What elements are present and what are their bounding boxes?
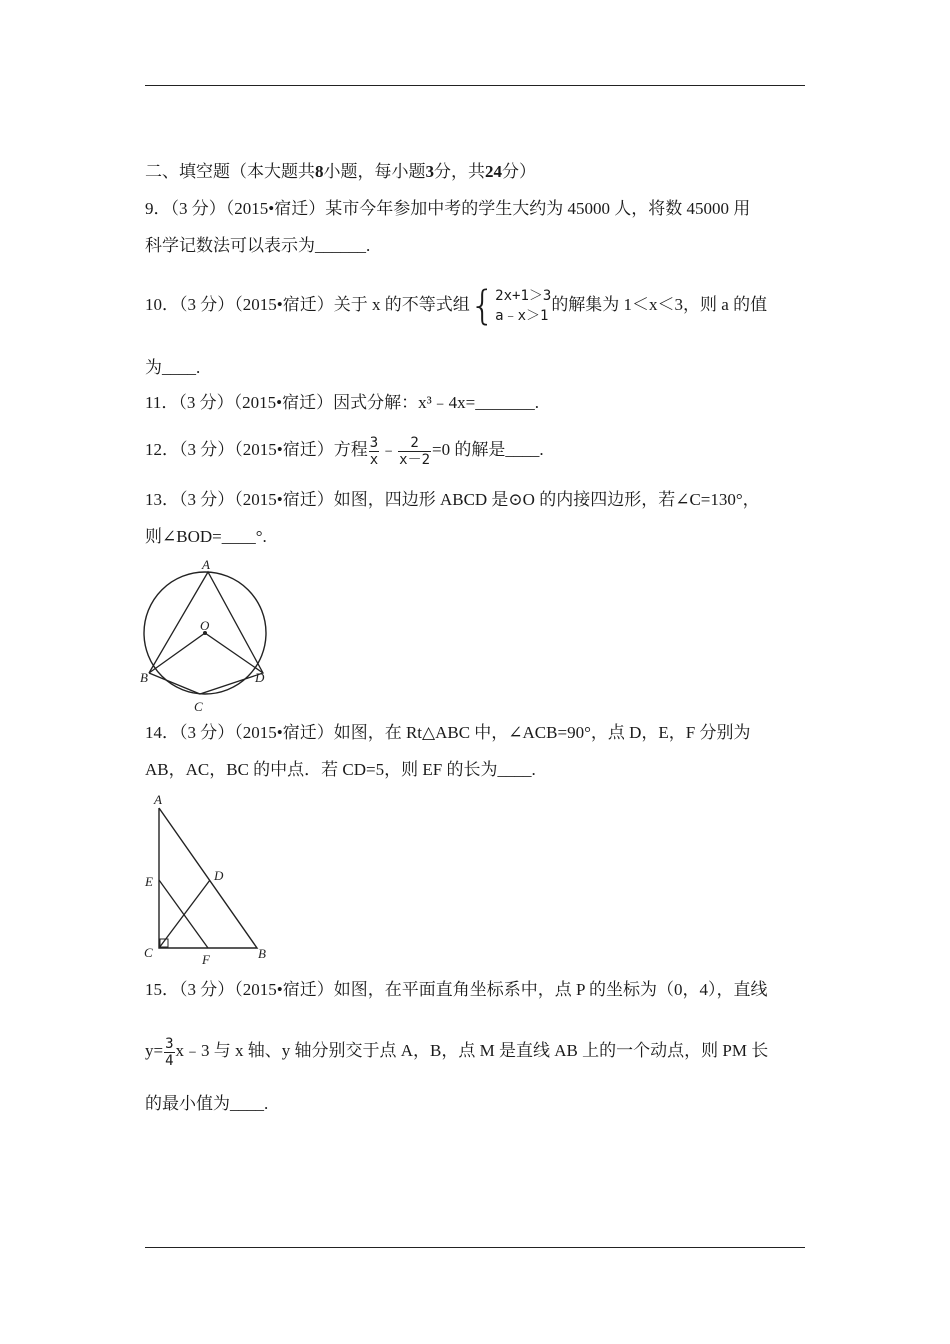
angle-bod (149, 633, 263, 673)
q13-line2: 则∠BOD=____°. (145, 527, 267, 546)
q10-post: 的解集为 1＜x＜3，则 a 的值 (551, 295, 768, 314)
section-suffix: 分） (502, 162, 536, 181)
q12-post: =0 的解是____. (432, 440, 544, 459)
q12-f2-num: 2 (398, 435, 431, 452)
q12-fraction-1 (369, 435, 379, 468)
section-mid2: 分，共 (434, 162, 485, 181)
top-rule (145, 85, 805, 86)
brace-icon: { (469, 283, 496, 330)
q9-line2: 科学记数法可以表示为______. (145, 236, 371, 255)
label-d: D (214, 868, 224, 883)
q12-f1-num: 3 (369, 434, 379, 451)
q15-line2 (145, 1031, 768, 1071)
label-b: B (258, 946, 266, 961)
label-e: E (145, 874, 153, 889)
triangle-abc (159, 808, 257, 948)
q15-post: x﹣3 与 x 轴、y 轴分别交于点 A，B，点 M 是直线 AB 上的一个动点，则 PM 长 (175, 1041, 769, 1060)
q12-fraction-2 (398, 435, 431, 468)
q12-line (145, 430, 544, 470)
q13-line1: 13．（3 分）（2015•宿迁）如图，四边形 ABCD 是⊙O 的内接四边形，若∠C=130°， (145, 490, 760, 509)
section-mid1: 小题，每小题 (323, 162, 426, 181)
bottom-rule (145, 1247, 805, 1248)
q12-minus: ﹣ (380, 440, 398, 459)
q9-line1: 9．（3 分）（2015•宿迁）某市今年参加中考的学生大约为 45000 人，将数 45000 用 (145, 199, 751, 218)
q10-line2: 为____. (145, 358, 201, 377)
label-o: O (200, 618, 210, 633)
q12-pre: 12．（3 分）（2015•宿迁）方程 (145, 440, 368, 459)
q13-circle-figure (138, 556, 278, 716)
q11-line: 11．（3 分）（2015•宿迁）因式分解：x³﹣4x=_______. (145, 393, 540, 412)
section-prefix: 二、填空题（本大题共 (145, 162, 315, 181)
label-b: B (140, 670, 148, 685)
q10-line1 (145, 282, 767, 328)
section-points: 3 (425, 162, 434, 181)
label-c: C (144, 945, 153, 960)
q15-fraction (164, 1036, 174, 1069)
q10-eq1: 2x+1＞3 (495, 288, 552, 305)
q12-f2-den: x－2 (399, 451, 430, 468)
q15-pre: y= (145, 1041, 164, 1060)
q15-line1: 15．（3 分）（2015•宿迁）如图，在平面直角坐标系中，点 P 的坐标为（0，4），直线 (145, 980, 768, 999)
q14-line1: 14．（3 分）（2015•宿迁）如图，在 Rt△ABC 中，∠ACB=90°，点 D，E，F 分别为 (145, 723, 751, 742)
section-heading (145, 160, 536, 184)
q14-triangle-figure (138, 790, 278, 970)
q10-pre: 10．（3 分）（2015•宿迁）关于 x 的不等式组 (145, 295, 470, 314)
label-c: C (194, 699, 203, 714)
q12-f1-den: x (369, 451, 379, 468)
q10-eq2: a﹣x＞1 (495, 308, 549, 325)
q14-line2: AB，AC，BC 的中点．若 CD=5，则 EF 的长为____. (145, 760, 536, 779)
section-count: 8 (315, 162, 324, 181)
q15-line3: 的最小值为____. (145, 1094, 269, 1113)
q10-system (495, 286, 551, 326)
label-f: F (202, 952, 210, 967)
q15-f-num: 3 (165, 1035, 174, 1052)
label-a: A (202, 557, 210, 572)
label-a: A (154, 792, 162, 807)
section-total: 24 (485, 162, 502, 181)
label-d: D (255, 670, 265, 685)
q15-f-den: 4 (165, 1052, 174, 1069)
